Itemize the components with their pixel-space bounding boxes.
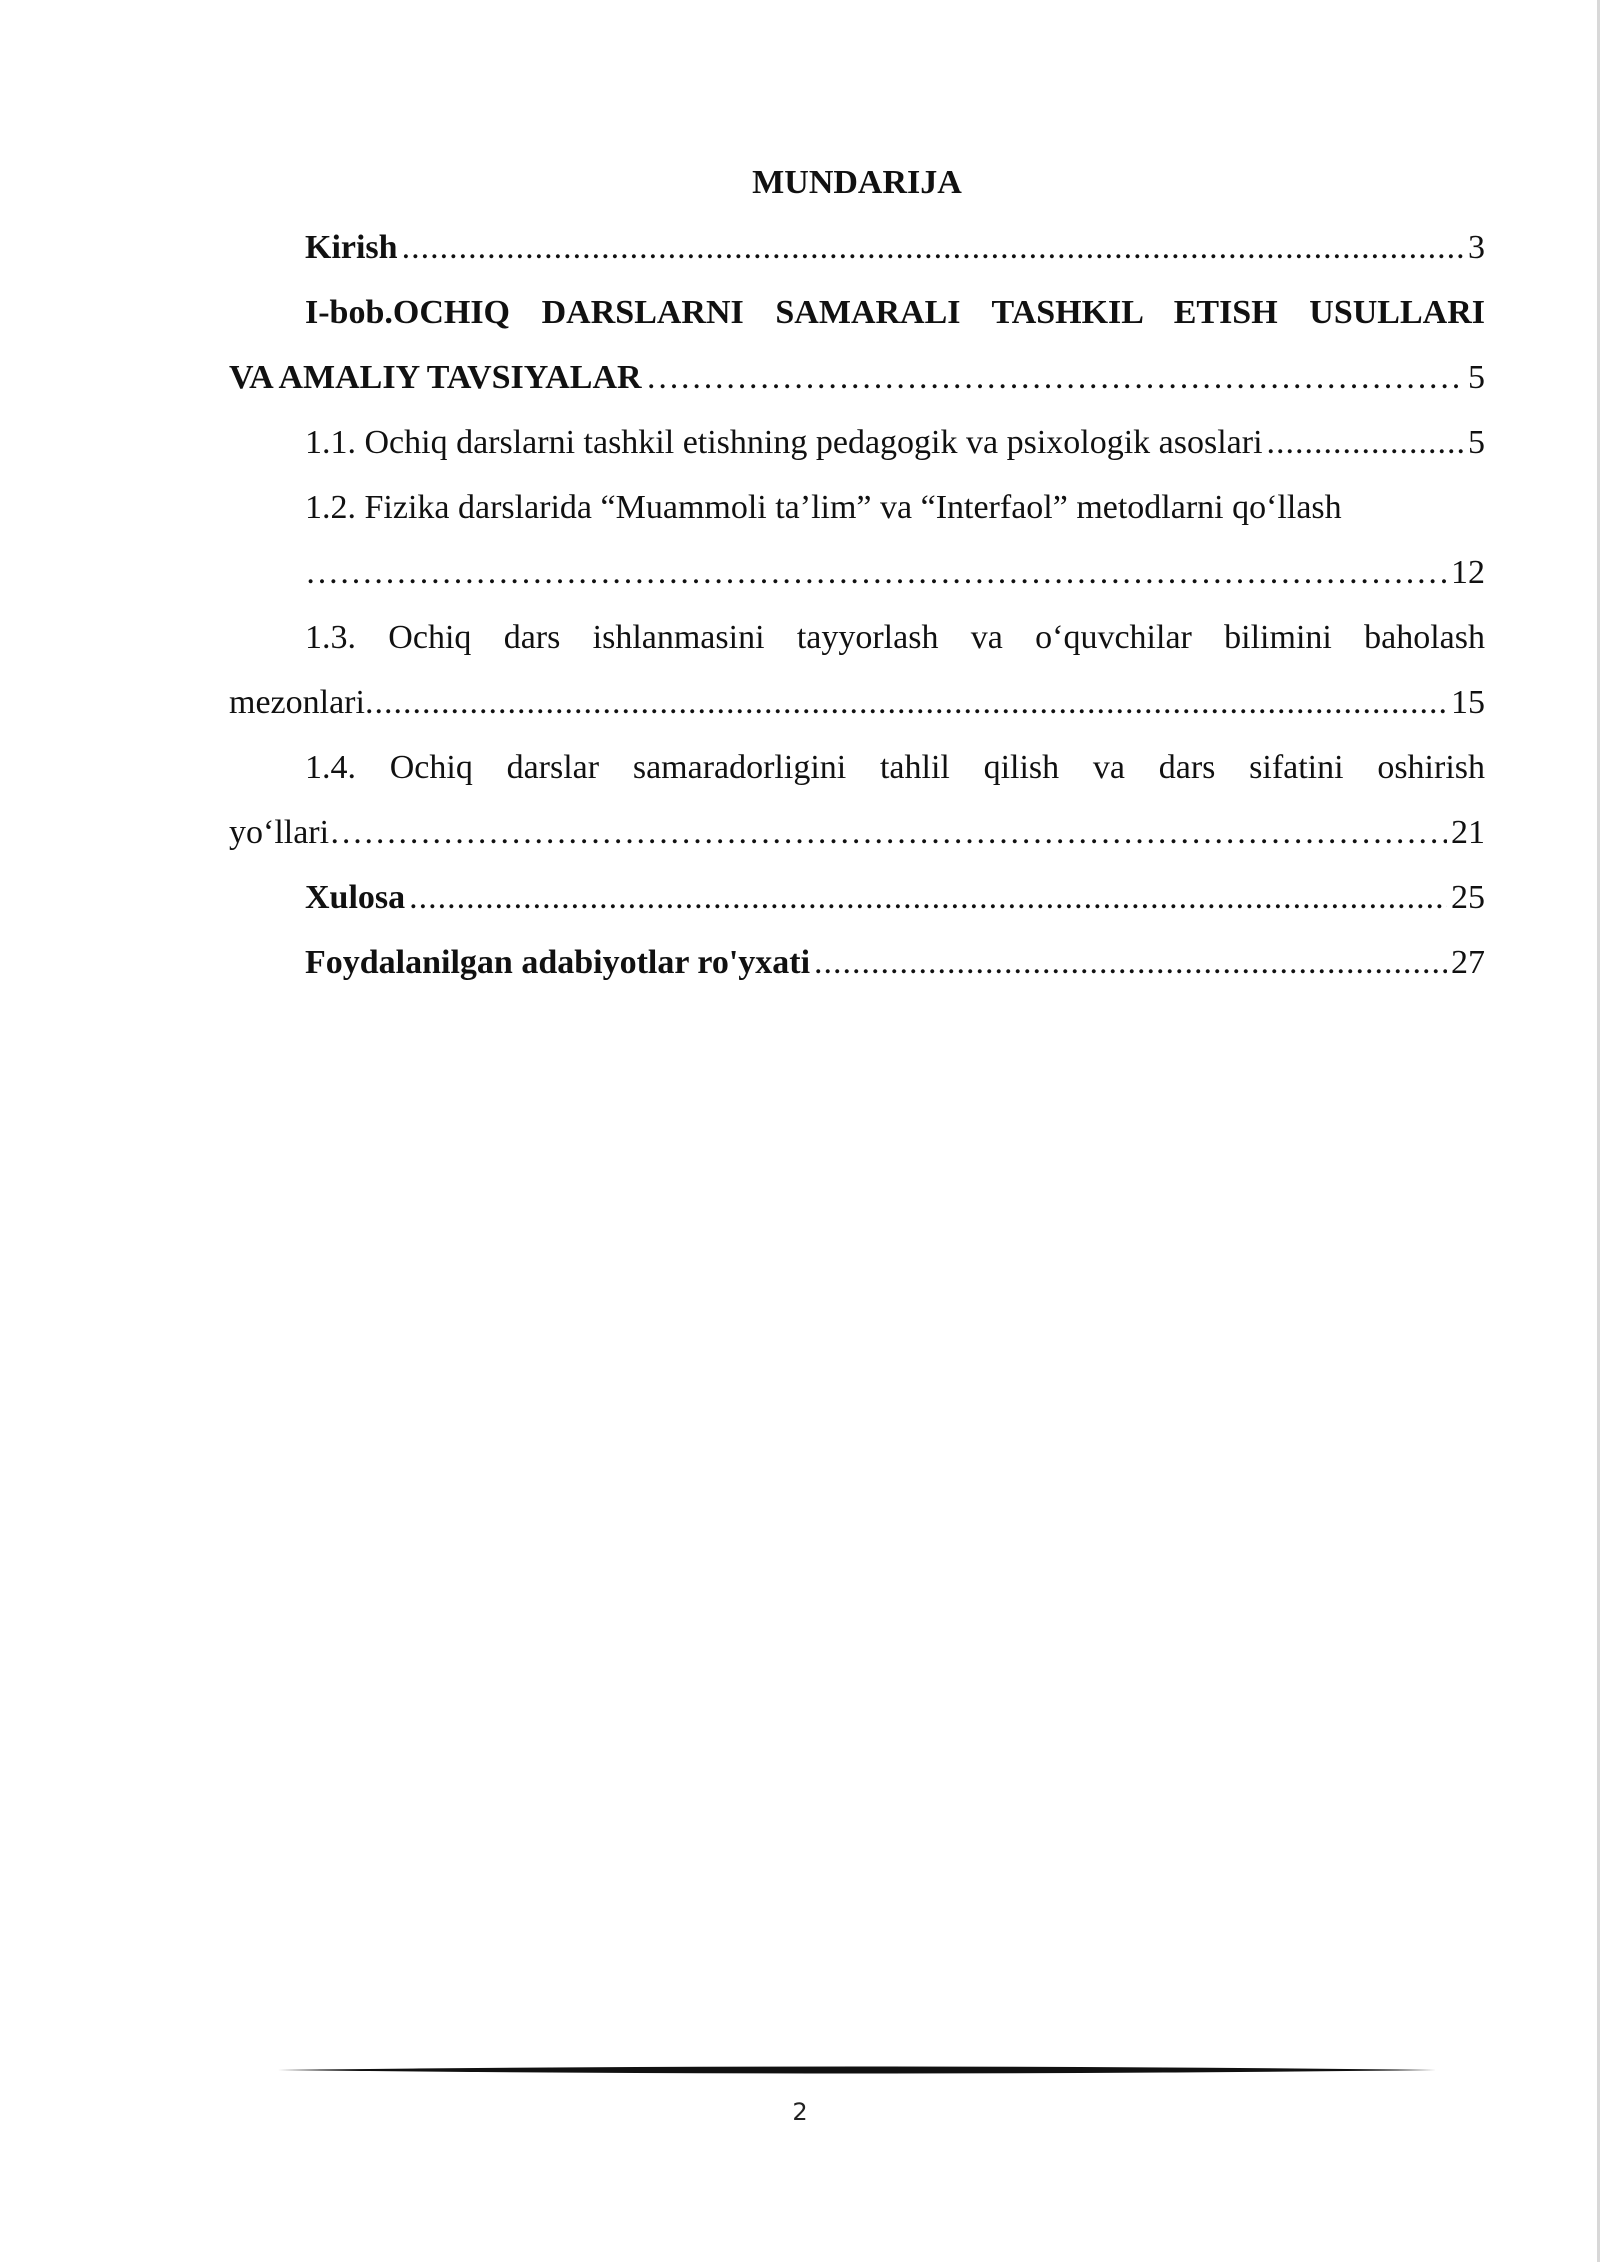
toc-entry-label: Foydalanilgan adabiyotlar ro'yxati (305, 944, 811, 981)
toc-entry-adabiyotlar[interactable] (229, 930, 1485, 995)
toc-entry-page: 3 (1468, 229, 1485, 266)
toc-entry-chapter1-line1[interactable]: I-bob.OCHIQ DARSLARNI SAMARALI TASHKIL ETISH USULLARI (305, 294, 1485, 331)
dot-leader (365, 670, 1447, 735)
dot-leader (329, 800, 1447, 865)
dot-leader (305, 540, 1447, 605)
page-number: 2 (792, 2098, 808, 2126)
toc-entry-1-1[interactable] (229, 410, 1485, 475)
toc-entry-page: 15 (1451, 684, 1485, 721)
toc-entry-page: 5 (1468, 359, 1485, 396)
toc-title: MUNDARIJA (752, 164, 962, 201)
toc-entry-label: 1.1. Ochiq darslarni tashkil etishning pedagogik va psixologik asoslari (305, 424, 1263, 461)
toc-entry-1-2[interactable] (229, 540, 1485, 605)
toc-entry-label: Kirish (305, 229, 398, 266)
toc-entry-page: 21 (1451, 814, 1485, 851)
toc-entry-xulosa[interactable] (229, 865, 1485, 930)
toc-entry-label: mezonlari (229, 684, 365, 721)
table-of-contents (229, 150, 1485, 995)
toc-entry-1-3[interactable] (229, 670, 1485, 735)
toc-entry-page: 25 (1451, 879, 1485, 916)
footer-divider (278, 2063, 1436, 2077)
dot-leader (814, 930, 1447, 995)
toc-entry-label: VA AMALIY TAVSIYALAR (229, 359, 642, 396)
toc-entry-chapter1[interactable] (229, 345, 1485, 410)
toc-entry-1-2-line1[interactable]: 1.2. Fizika darslarida “Muammoli ta’lim” va “Interfaol” metodlarni qo‘llash (305, 489, 1342, 526)
dot-leader (402, 215, 1464, 280)
dot-leader (1267, 410, 1464, 475)
toc-entry-kirish[interactable] (229, 215, 1485, 280)
toc-entry-1-4-line1[interactable]: 1.4. Ochiq darslar samaradorligini tahlil qilish va dars sifatini oshirish (305, 749, 1485, 786)
toc-entry-label: yo‘llari (229, 814, 330, 851)
toc-entry-page: 5 (1468, 424, 1485, 461)
toc-entry-page: 27 (1451, 944, 1485, 981)
dot-leader (409, 865, 1447, 930)
dot-leader (646, 345, 1464, 410)
toc-entry-page: 12 (1451, 554, 1485, 591)
toc-entry-1-3-line1[interactable]: 1.3. Ochiq dars ishlanmasini tayyorlash va o‘quvchilar bilimini baholash (305, 619, 1485, 656)
toc-entry-label: Xulosa (305, 879, 406, 916)
toc-entry-1-4[interactable] (229, 800, 1485, 865)
